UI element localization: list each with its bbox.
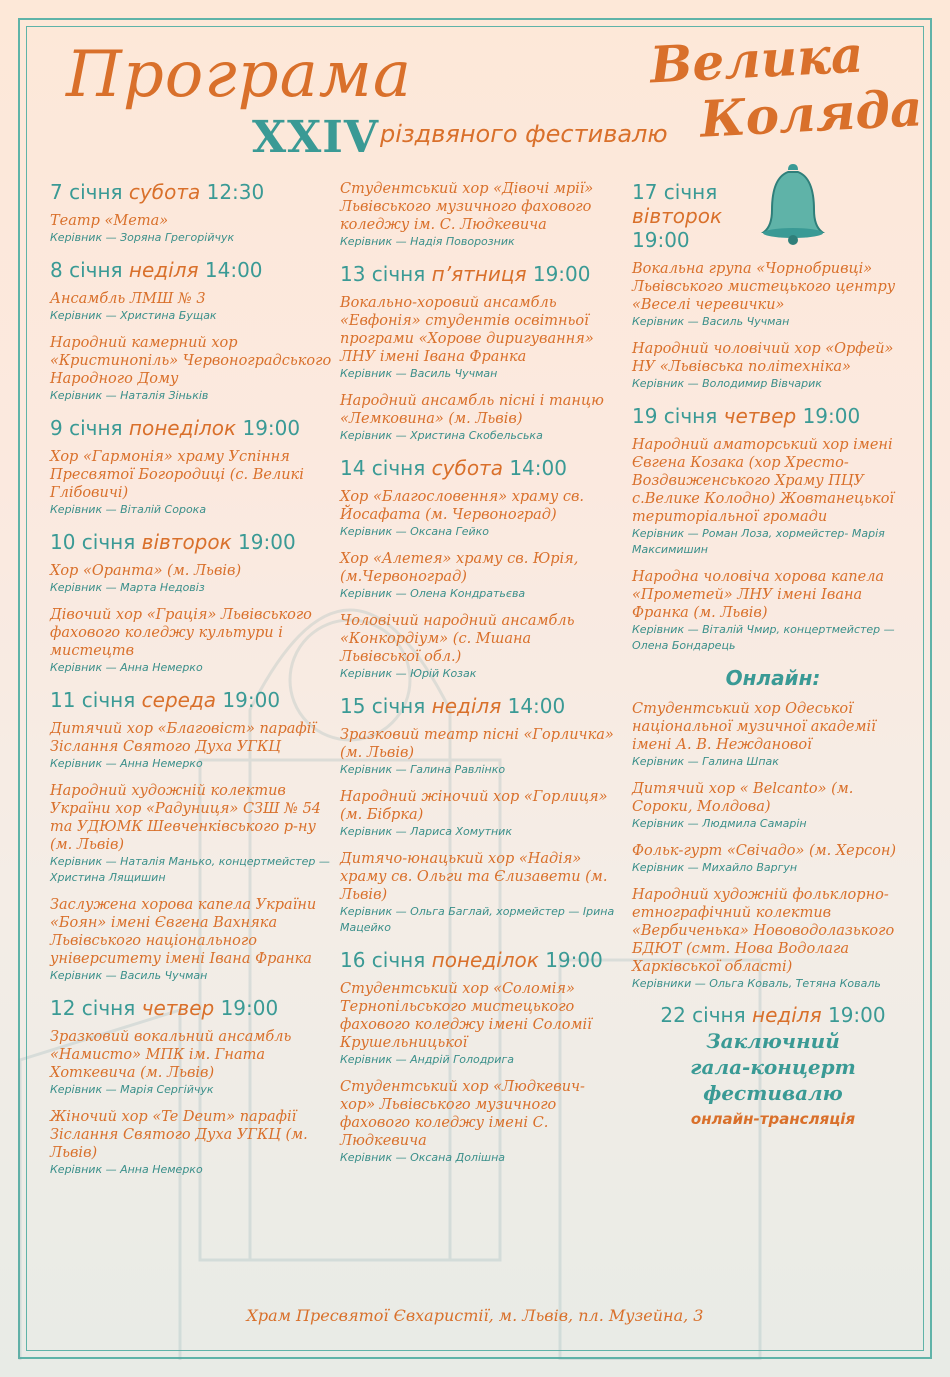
event-name: Вокально-хоровий ансамбль «Евфонія» студентів освітньої програми «Хорове диригування» ЛНУ імені Івана Франка [340,295,594,365]
event-leader: Керівники — Ольга Коваль, Тетяна Коваль [632,977,881,990]
event-leader: Керівник — Василь Чучман [632,315,790,328]
day-time: 19:00 [220,996,279,1020]
event-name: Студентський хор «Дівочі мрії» Львівського музичного фахового коледжу ім. С. Людкевича [340,181,594,233]
event [340,612,615,682]
day-weekday: субота [128,180,201,204]
day-heading [340,694,615,718]
day-heading [50,996,335,1020]
day-time: 14:00 [509,456,567,480]
online-event [632,780,914,832]
day-time: 19:00 [222,688,281,712]
event [50,1108,335,1178]
event [340,550,615,602]
event [632,568,914,654]
day-time: 19:00 [827,1003,886,1027]
event [632,436,914,558]
day-time: 12:30 [206,180,265,204]
day-heading [632,404,914,428]
day-weekday: п’ятниця [431,262,527,286]
event-name: Хор «Оранта» (м. Львів) [50,563,242,579]
day-heading [340,262,615,286]
day-block [50,180,335,246]
day-date: 9 січня [50,416,123,440]
final-concert-title-1: Заключний [706,1029,840,1053]
event-leader: Керівник — Анна Немерко [50,661,203,674]
day-weekday: вівторок [632,204,723,228]
event [340,180,615,250]
day-time: 19:00 [532,262,591,286]
event [340,726,615,778]
final-concert-broadcast: онлайн-трансляція [690,1110,856,1128]
day-heading [50,416,335,440]
event-name: Студентський хор «Людкевич-хор» Львівського музичного фахового коледжу імені С. Людкевича [340,1079,585,1149]
event [340,392,615,444]
event [50,334,335,404]
day-block [632,180,914,392]
event-name: Фольк-гурт «Свічадо» (м. Херсон) [632,843,897,859]
day-heading [50,688,335,712]
event-leader: Керівник — Марія Сергійчук [50,1083,214,1096]
event-leader: Керівник — Наталія Зіньків [50,389,209,402]
day-date: 22 січня [660,1003,746,1027]
event-name: Народний ансамбль пісні і танцю «Лемковина» (м. Львів) [340,393,604,427]
event [50,448,335,518]
event-leader: Керівник — Анна Немерко [50,1163,203,1176]
event-leader: Керівник — Анна Немерко [50,757,203,770]
day-time: 14:00 [507,694,566,718]
day-date: 14 січня [340,456,426,480]
event-name: Народний камерний хор «Кристинопіль» Червоноградського Народного Дому [50,335,332,387]
event [50,562,335,596]
day-block [50,996,335,1178]
day-heading [50,180,335,204]
day-date: 16 січня [340,948,426,972]
day-date: 17 січня [632,180,718,204]
event-name: Народний аматорський хор імені Євгена Козака (хор Хресто-Воздвиженського Храму ПЦУ с.Велике Колодно) Жовтанецької територіальної громади [632,437,895,525]
event [340,980,615,1068]
day-block [340,456,615,682]
event [50,896,335,984]
day-weekday: неділя [431,694,502,718]
event-name: Заслужена хорова капела України «Боян» імені Євгена Вахняка Львівського національного університету імені Івана Франка [50,897,317,967]
event-name: Зразковий театр пісні «Горличка» (м. Львів) [340,727,614,761]
event [340,850,615,936]
event [340,294,615,382]
day-heading [340,948,615,972]
event-name: Хор «Алетея» храму св. Юрія, (м.Червоноград) [340,551,579,585]
event-name: Дитячо-юнацький хор «Надія» храму св. Ольги та Єлизавети (м. Львів) [340,851,608,903]
event-leader: Керівник — Ольга Баглай, хормейстер — Ірина Мацейко [340,905,615,934]
event-leader: Керівник — Зоряна Грегорійчук [50,231,235,244]
festival-logo-line1: Велика [648,24,865,95]
day-block [340,262,615,444]
event-leader: Керівник — Василь Чучман [340,367,498,380]
final-concert-title-3: фестивалю [703,1081,843,1105]
day-date: 7 січня [50,180,123,204]
event-name: Дитячий хор «Благовіст» парафії Зіслання Святого Духа УГКЦ [50,721,317,755]
day-time: 19:00 [238,530,296,554]
event-leader: Керівник — Галина Равлінко [340,763,506,776]
online-heading: Онлайн: [725,666,821,690]
day-date: 10 січня [50,530,136,554]
day-time: 19:00 [632,228,690,252]
event [50,290,335,324]
event-name: Хор «Благословення» храму св. Йосафата (м. Червоноград) [340,489,585,523]
day-date: 8 січня [50,258,123,282]
day-weekday: понеділок [431,948,539,972]
event [340,488,615,540]
event-leader: Керівник — Галина Шпак [632,755,779,768]
day-date: 13 січня [340,262,426,286]
day-time: 14:00 [204,258,263,282]
poster-title: Програма [66,38,412,112]
final-concert-heading [632,1002,914,1028]
schedule-column-3 [632,180,914,1128]
event-leader: Керівник — Михайло Варгун [632,861,798,874]
event [50,782,335,886]
event-leader: Керівник — Христина Скобельська [340,429,543,442]
event-leader: Керівник — Людмила Самарін [632,817,807,830]
day-heading [340,456,615,480]
event-name: Хор «Гармонія» храму Успіння Пресвятої Богородиці (с. Великі Глібовичі) [50,449,304,501]
event-leader: Керівник — Наталія Манько, концертмейстер — Христина Лящишин [50,855,330,884]
event [340,1078,615,1166]
event [50,1028,335,1098]
event-leader: Керівник — Володимир Вівчарик [632,377,822,390]
day-time: 19:00 [802,404,861,428]
day-weekday: неділя [752,1003,822,1027]
day-block [340,948,615,1166]
event-leader: Керівник — Оксана Долішна [340,1151,506,1164]
event [50,720,335,772]
event-leader: Керівник — Олена Кондратьєва [340,587,526,600]
poster-subtitle: різдвяного фестивалю [380,120,668,148]
event-leader: Керівник — Марта Недовіз [50,581,205,594]
edition-number: XXIV [252,112,379,163]
event-leader: Керівник — Віталій Чмир, концертмейстер — Олена Бондарець [632,623,895,652]
event-name: Народний художній фольклорно-етнографічний колектив «Вербиченька» Нововодолазького БДЮТ (смт. Нова Водолага Харківської області) [632,887,895,975]
day-weekday: четвер [141,996,215,1020]
online-event [632,700,914,770]
day-weekday: вівторок [141,530,232,554]
day-time: 19:00 [545,948,603,972]
event-name: Дівочий хор «Грація» Львівського фахового коледжу культури і мистецтв [50,607,312,659]
day-weekday: субота [431,456,503,480]
event [50,606,335,676]
event-leader: Керівник — Віталій Сорока [50,503,207,516]
event-leader: Керівник — Христина Бущак [50,309,217,322]
day-date: 11 січня [50,688,136,712]
day-weekday: неділя [128,258,199,282]
festival-logo-line2: Коляда [698,78,924,149]
day-date: 12 січня [50,996,136,1020]
day-date: 15 січня [340,694,426,718]
schedule-column-1 [50,180,335,1190]
day-block [632,404,914,654]
day-block [340,694,615,936]
event-name: Народний чоловічий хор «Орфей» НУ «Львівська політехніка» [632,341,894,375]
event-leader: Керівник — Лариса Хомутник [340,825,512,838]
final-concert-title-2: гала-концерт [690,1055,856,1079]
day-heading [50,258,335,282]
day-heading [632,180,914,252]
event-leader: Керівник — Василь Чучман [50,969,208,982]
event-leader: Керівник — Надія Поворозник [340,235,515,248]
event-leader: Керівник — Андрій Голодрига [340,1053,514,1066]
event-name: Студентський хор Одеської національної музичної академії імені А. В. Нежданової [632,701,876,753]
event [340,788,615,840]
event-name: Народна чоловіча хорова капела «Прометей» ЛНУ імені Івана Франка (м. Львів) [632,569,885,621]
online-event [632,842,914,876]
event-name: Народний жіночий хор «Горлиця» (м. Бібрка) [340,789,608,823]
online-event [632,886,914,992]
event-name: Жіночий хор «Te Deum» парафії Зіслання Святого Духа УГКЦ (м. Львів) [50,1109,308,1161]
event-name: Вокальна група «Чорнобривці» Львівського мистецького центру «Веселі черевички» [632,261,896,313]
event-name: Ансамбль ЛМШ № 3 [50,291,206,307]
event [50,212,335,246]
day-weekday: понеділок [128,416,237,440]
day-block [50,530,335,676]
event-name: Зразковий вокальний ансамбль «Намисто» МПК ім. Гната Хоткевича (м. Львів) [50,1029,292,1081]
day-heading [50,530,335,554]
day-time: 19:00 [242,416,301,440]
event-leader: Керівник — Роман Лоза, хормейстер- Марія Максимишин [632,527,885,556]
event-name: Студентський хор «Соломія» Тернопільського мистецького фахового коледжу імені Соломії Крушельницької [340,981,592,1051]
event-name: Чоловічий народний ансамбль «Конкордіум» (с. Мшана Львівської обл.) [340,613,575,665]
day-block [50,688,335,984]
day-block [50,258,335,404]
day-block [340,180,615,250]
event-name: Дитячий хор « Belcanto» (м. Сороки, Молдова) [632,781,854,815]
day-block [50,416,335,518]
day-weekday: четвер [723,404,797,428]
event [632,340,914,392]
venue-address: Храм Пресвятої Євхаристії, м. Львів, пл. Музейна, 3 [246,1306,704,1325]
event-leader: Керівник — Оксана Гейко [340,525,490,538]
schedule-column-2 [340,180,615,1178]
event-name: Театр «Мета» [50,213,169,229]
day-weekday: середа [141,688,217,712]
day-date: 19 січня [632,404,718,428]
event [632,260,914,330]
event-leader: Керівник — Юрій Козак [340,667,477,680]
event-name: Народний художній колектив України хор «Радуниця» СЗШ № 54 та УДЮМК Шевченківського р-ну (м. Львів) [50,783,322,853]
